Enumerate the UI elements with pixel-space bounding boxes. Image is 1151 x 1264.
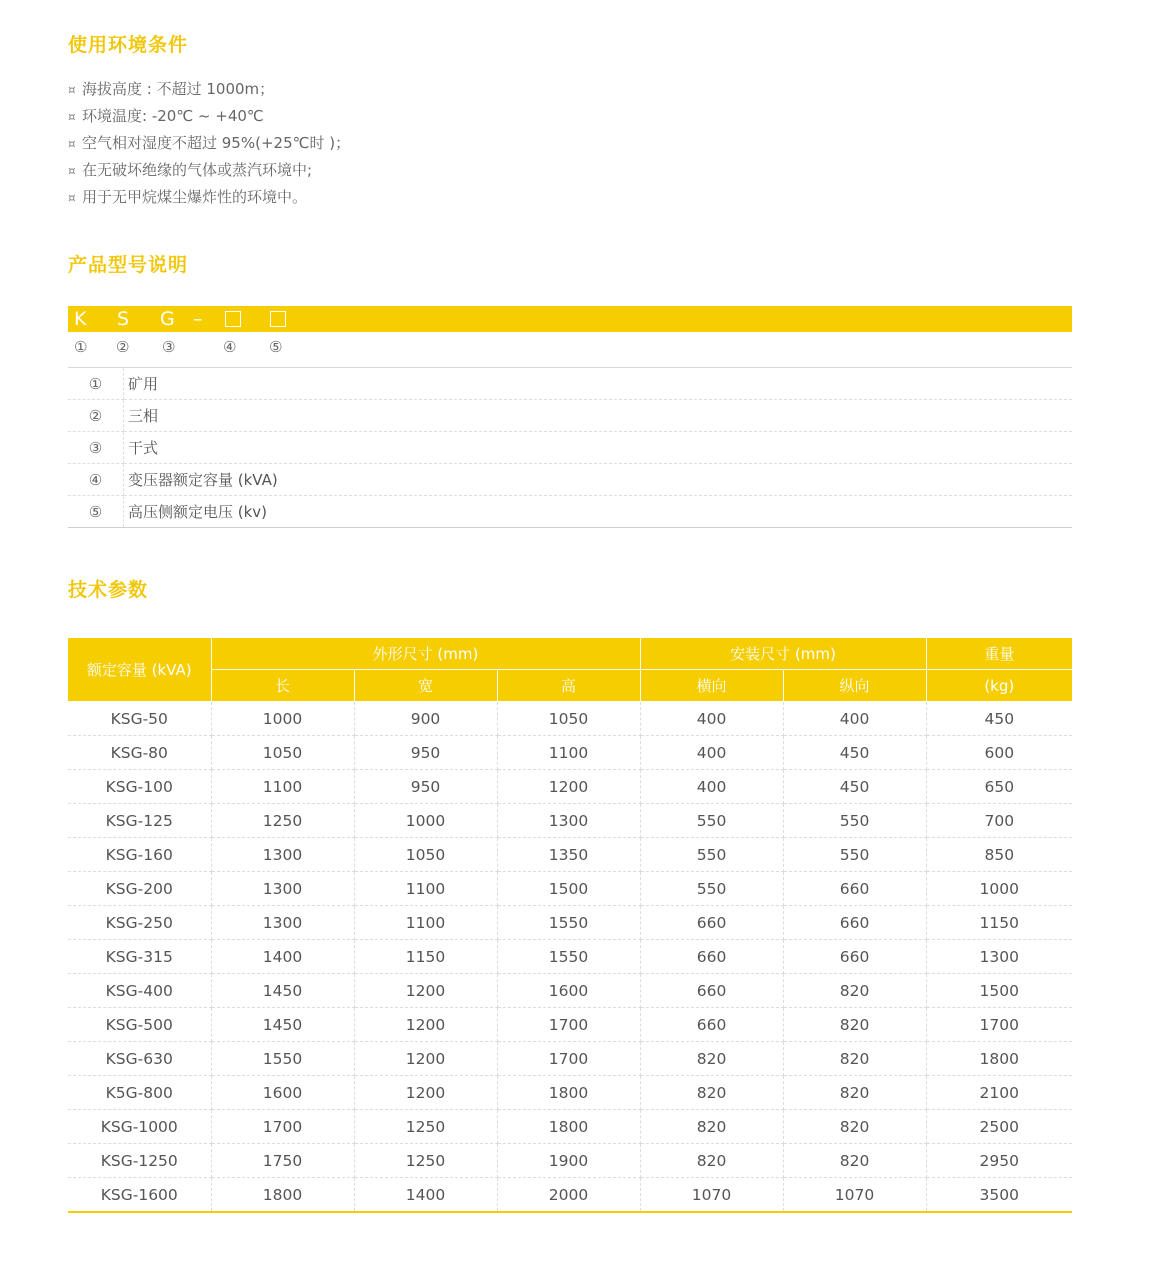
cell-vertical: 820 (783, 1144, 926, 1178)
cell-width: 950 (354, 736, 497, 770)
table-row (68, 838, 1072, 872)
list-item (68, 105, 350, 132)
cell-vertical: 450 (783, 736, 926, 770)
cell-vertical: 660 (783, 940, 926, 974)
cell-length: 1700 (211, 1110, 354, 1144)
table-row (68, 804, 1072, 838)
legend-index: ① (68, 368, 124, 400)
cell-weight: 2950 (926, 1144, 1072, 1178)
cell-horizontal: 660 (640, 974, 783, 1008)
cell-weight: 1150 (926, 906, 1072, 940)
cell-model: KSG-80 (68, 736, 211, 770)
cell-height: 1200 (497, 770, 640, 804)
cell-weight: 3500 (926, 1178, 1072, 1213)
header-length: 长 (211, 670, 354, 702)
table-row (68, 432, 1072, 464)
cell-model: KSG-630 (68, 1042, 211, 1076)
header-height: 高 (497, 670, 640, 702)
table-row (68, 1076, 1072, 1110)
cell-model: KSG-200 (68, 872, 211, 906)
table-row (68, 368, 1072, 400)
cell-width: 1200 (354, 1076, 497, 1110)
capacity-placeholder-box (225, 311, 241, 327)
table-row (68, 1178, 1072, 1213)
model-number: ④ (223, 338, 237, 356)
table-row (68, 1042, 1072, 1076)
cell-height: 1800 (497, 1110, 640, 1144)
table-row (68, 464, 1072, 496)
legend-desc: 高压侧额定电压 (kv) (124, 496, 1073, 528)
cell-length: 1600 (211, 1076, 354, 1110)
cell-height: 1700 (497, 1042, 640, 1076)
cell-weight: 1500 (926, 974, 1072, 1008)
cell-vertical: 660 (783, 872, 926, 906)
cell-vertical: 400 (783, 702, 926, 736)
bullet-icon: ¤ (68, 110, 76, 124)
header-outline: 外形尺寸 (mm) (211, 638, 640, 670)
legend-desc: 变压器额定容量 (kVA) (124, 464, 1073, 496)
condition-text: 空气相对湿度不超过 95%(+25℃时 )； (82, 134, 351, 152)
cell-weight: 450 (926, 702, 1072, 736)
cell-model: KSG-100 (68, 770, 211, 804)
model-number: ① (74, 338, 88, 356)
cell-length: 1050 (211, 736, 354, 770)
cell-weight: 650 (926, 770, 1072, 804)
condition-text: 在无破坏绝缘的气体或蒸汽环境中; (82, 161, 313, 179)
spec-table (68, 638, 1072, 1213)
cell-weight: 600 (926, 736, 1072, 770)
cell-weight: 2500 (926, 1110, 1072, 1144)
cell-vertical: 820 (783, 1008, 926, 1042)
cell-vertical: 550 (783, 838, 926, 872)
cell-horizontal: 820 (640, 1042, 783, 1076)
cell-height: 2000 (497, 1178, 640, 1213)
table-row (68, 736, 1072, 770)
legend-index: ④ (68, 464, 124, 496)
list-item (68, 159, 350, 186)
table-row (68, 702, 1072, 736)
model-dash: – (193, 308, 203, 330)
condition-text: 海拔高度 : 不超过 1000m； (82, 80, 275, 98)
cell-height: 1700 (497, 1008, 640, 1042)
cell-width: 1000 (354, 804, 497, 838)
cell-weight: 1700 (926, 1008, 1072, 1042)
bullet-icon: ¤ (68, 83, 76, 97)
table-row (68, 1110, 1072, 1144)
cell-length: 1750 (211, 1144, 354, 1178)
cell-horizontal: 820 (640, 1144, 783, 1178)
cell-horizontal: 400 (640, 702, 783, 736)
cell-horizontal: 400 (640, 770, 783, 804)
cell-model: KSG-125 (68, 804, 211, 838)
cell-vertical: 1070 (783, 1178, 926, 1213)
cell-weight: 700 (926, 804, 1072, 838)
cell-vertical: 820 (783, 1110, 926, 1144)
table-row (68, 906, 1072, 940)
cell-weight: 1800 (926, 1042, 1072, 1076)
legend-index: ③ (68, 432, 124, 464)
model-letter-s: S (117, 308, 130, 330)
legend-index: ② (68, 400, 124, 432)
bullet-icon: ¤ (68, 164, 76, 178)
cell-height: 1100 (497, 736, 640, 770)
model-letter-g: G (160, 308, 175, 330)
cell-vertical: 660 (783, 906, 926, 940)
table-row (68, 974, 1072, 1008)
condition-text: 用于无甲烷煤尘爆炸性的环境中。 (82, 188, 308, 206)
cell-width: 1100 (354, 872, 497, 906)
cell-model: KSG-1600 (68, 1178, 211, 1213)
cell-horizontal: 660 (640, 906, 783, 940)
cell-length: 1300 (211, 838, 354, 872)
cell-length: 1800 (211, 1178, 354, 1213)
cell-length: 1550 (211, 1042, 354, 1076)
cell-model: KSG-50 (68, 702, 211, 736)
header-capacity: 额定容量 (kVA) (68, 638, 211, 702)
cell-height: 1050 (497, 702, 640, 736)
bullet-icon: ¤ (68, 137, 76, 151)
cell-model: KSG-160 (68, 838, 211, 872)
legend-desc: 三相 (124, 400, 1073, 432)
list-item (68, 132, 350, 159)
model-legend-table (68, 368, 1072, 528)
cell-width: 1150 (354, 940, 497, 974)
cell-vertical: 820 (783, 974, 926, 1008)
model-number: ② (116, 338, 130, 356)
cell-vertical: 550 (783, 804, 926, 838)
table-row (68, 496, 1072, 528)
table-row (68, 940, 1072, 974)
header-width: 宽 (354, 670, 497, 702)
cell-height: 1550 (497, 906, 640, 940)
table-row (68, 1144, 1072, 1178)
cell-model: KSG-1000 (68, 1110, 211, 1144)
conditions-list (68, 78, 350, 213)
cell-length: 1450 (211, 974, 354, 1008)
cell-height: 1500 (497, 872, 640, 906)
cell-width: 1100 (354, 906, 497, 940)
cell-horizontal: 550 (640, 872, 783, 906)
cell-vertical: 450 (783, 770, 926, 804)
cell-height: 1800 (497, 1076, 640, 1110)
legend-desc: 干式 (124, 432, 1073, 464)
cell-length: 1300 (211, 906, 354, 940)
cell-model: K5G-800 (68, 1076, 211, 1110)
cell-length: 1450 (211, 1008, 354, 1042)
header-vertical: 纵向 (783, 670, 926, 702)
cell-length: 1250 (211, 804, 354, 838)
cell-model: KSG-500 (68, 1008, 211, 1042)
cell-height: 1550 (497, 940, 640, 974)
cell-horizontal: 660 (640, 940, 783, 974)
cell-height: 1350 (497, 838, 640, 872)
cell-weight: 1000 (926, 872, 1072, 906)
cell-width: 1250 (354, 1110, 497, 1144)
cell-model: KSG-315 (68, 940, 211, 974)
cell-width: 1200 (354, 1042, 497, 1076)
cell-model: KSG-400 (68, 974, 211, 1008)
cell-width: 1200 (354, 974, 497, 1008)
cell-horizontal: 820 (640, 1076, 783, 1110)
header-install: 安装尺寸 (mm) (640, 638, 926, 670)
cell-model: KSG-1250 (68, 1144, 211, 1178)
header-weight-unit: (kg) (926, 670, 1072, 702)
legend-desc: 矿用 (124, 368, 1073, 400)
spec-table-body (68, 702, 1072, 1213)
cell-horizontal: 820 (640, 1110, 783, 1144)
model-code-numbers (68, 334, 1072, 368)
cell-horizontal: 1070 (640, 1178, 783, 1213)
model-code-bar (68, 306, 1072, 332)
list-item (68, 78, 350, 105)
cell-height: 1300 (497, 804, 640, 838)
cell-vertical: 820 (783, 1042, 926, 1076)
cell-horizontal: 550 (640, 804, 783, 838)
legend-index: ⑤ (68, 496, 124, 528)
model-number: ③ (162, 338, 176, 356)
model-number: ⑤ (269, 338, 283, 356)
header-horizontal: 横向 (640, 670, 783, 702)
cell-vertical: 820 (783, 1076, 926, 1110)
table-row (68, 400, 1072, 432)
cell-weight: 1300 (926, 940, 1072, 974)
cell-weight: 850 (926, 838, 1072, 872)
cell-width: 1050 (354, 838, 497, 872)
cell-width: 1250 (354, 1144, 497, 1178)
list-item (68, 186, 350, 213)
cell-width: 1400 (354, 1178, 497, 1213)
cell-length: 1100 (211, 770, 354, 804)
table-row (68, 1008, 1072, 1042)
cell-model: KSG-250 (68, 906, 211, 940)
cell-length: 1000 (211, 702, 354, 736)
table-row (68, 770, 1072, 804)
model-letter-k: K (74, 308, 87, 330)
header-weight: 重量 (926, 638, 1072, 670)
cell-width: 950 (354, 770, 497, 804)
voltage-placeholder-box (270, 311, 286, 327)
cell-weight: 2100 (926, 1076, 1072, 1110)
spec-heading: 技术参数 (68, 579, 149, 601)
cell-length: 1400 (211, 940, 354, 974)
cell-width: 900 (354, 702, 497, 736)
cell-horizontal: 400 (640, 736, 783, 770)
conditions-heading: 使用环境条件 (68, 34, 189, 56)
table-row (68, 872, 1072, 906)
cell-height: 1900 (497, 1144, 640, 1178)
model-heading: 产品型号说明 (68, 254, 189, 276)
condition-text: 环境温度: -20℃ ~ +40℃ (82, 107, 264, 125)
cell-horizontal: 550 (640, 838, 783, 872)
bullet-icon: ¤ (68, 191, 76, 205)
cell-horizontal: 660 (640, 1008, 783, 1042)
cell-width: 1200 (354, 1008, 497, 1042)
cell-height: 1600 (497, 974, 640, 1008)
cell-length: 1300 (211, 872, 354, 906)
